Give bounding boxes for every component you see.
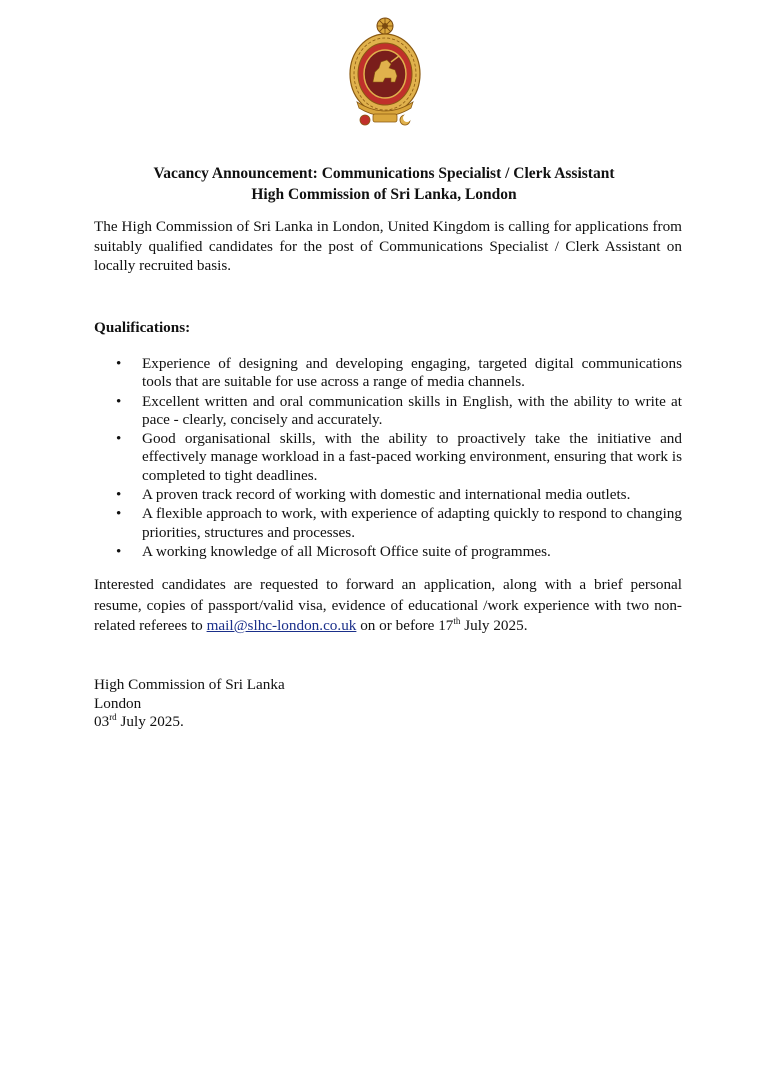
list-item [94, 355, 682, 392]
qualifications-heading: Qualifications: [94, 319, 191, 336]
closing-deadline-end: July 2025. [460, 617, 528, 634]
title-line-2: High Commission of Sri Lanka, London [251, 186, 517, 203]
signature-organisation: High Commission of Sri Lanka [94, 676, 285, 693]
signature-date-day: 03 [94, 713, 110, 730]
list-item [94, 393, 682, 430]
bullet-icon: • [116, 486, 122, 504]
list-item-text: Experience of designing and developing engaging, targeted digital communications tools that are suitable for use across a range of media channels. [142, 355, 682, 391]
signature-date-rest: July 2025. [116, 713, 184, 730]
list-item-text: Excellent written and oral communication skills in English, with the ability to write at pace - clearly, concisely and accurately. [142, 392, 682, 428]
list-item [94, 430, 682, 485]
email-link[interactable]: mail@slhc-london.co.uk [206, 617, 357, 634]
document-title [0, 163, 768, 205]
bullet-icon: • [116, 355, 122, 372]
signature-block [94, 676, 285, 732]
qualifications-list [94, 355, 682, 562]
intro-paragraph: The High Commission of Sri Lanka in London, United Kingdom is calling for applications from suitably qualified candidates for the post of Communications Specialist / Clerk Assistant on locally recruited basis. [94, 218, 682, 274]
title-line-1: Vacancy Announcement: Communications Specialist / Clerk Assistant [153, 165, 615, 182]
signature-date-suffix: rd [109, 711, 117, 722]
list-item-text: A flexible approach to work, with experience of adapting quickly to respond to changing priorities, structures and processes. [142, 505, 682, 541]
list-item-text: Good organisational skills, with the ability to proactively take the initiative and effectively manage workload in a fast-paced working environment, ensuring that work is completed to tight deadlines. [142, 430, 682, 484]
closing-paragraph [94, 575, 682, 637]
bullet-icon: • [116, 430, 122, 448]
signature-city: London [94, 694, 142, 712]
sri-lanka-national-emblem-icon [345, 16, 425, 128]
signature-date [94, 713, 285, 732]
bullet-icon: • [116, 392, 122, 410]
list-item-text: A proven track record of working with domestic and international media outlets. [142, 486, 631, 504]
list-item [94, 543, 682, 561]
list-item [94, 486, 682, 504]
list-item-text: A working knowledge of all Microsoft Office suite of programmes. [142, 542, 551, 560]
date-suffix: th [453, 615, 461, 626]
bullet-icon: • [116, 542, 122, 560]
closing-text: Interested candidates are requested to forward an application, along with a brief personal resume, copies of passport/valid visa, evidence of educational /work experience with two non-related referees to [94, 576, 682, 634]
list-item [94, 505, 682, 542]
bullet-icon: • [116, 505, 122, 523]
closing-deadline-text: on or before 17 [356, 617, 454, 634]
